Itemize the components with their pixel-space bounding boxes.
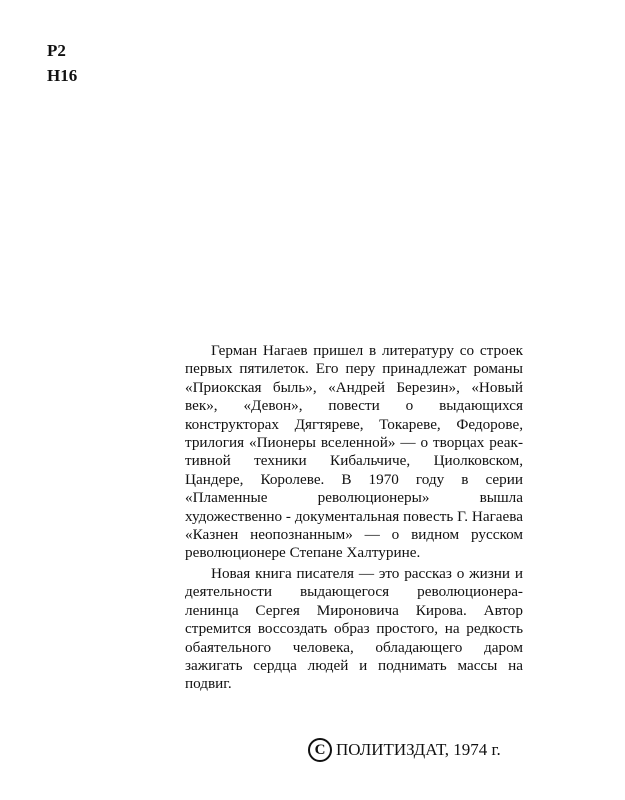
copyright-icon: С [308, 738, 332, 762]
classification-index [47, 38, 77, 88]
annotation-paragraph-book: Новая книга писателя — это рассказ о жизни и деятельности выдающегося революционера-ленинца Сергея Мироновича Кирова. Автор стремится воссоздать образ простого, на редкость обаятельного человека, обладающего даром зажигать сердца людей и поднимать массы на подвиг. [185, 564, 523, 693]
classification-code-line2: Н16 [47, 66, 78, 85]
publisher-name-year: ПОЛИТИЗДАТ, 1974 г. [336, 740, 501, 759]
publisher-imprint [308, 738, 501, 762]
annotation-paragraph-author: Герман Нагаев пришел в литературу со строек первых пятилеток. Его перу принадлежат романы «Приокская быль», «Андрей Березин», «Новый век», «Девон», повести о выдающихся конструкторах Дягтяреве, Токареве, Федорове, трилогия «Пионеры вселенной» — о творцах реактивной техники Кибальчиче, Циолковском, Цандере, Королеве. В 1970 году в серии «Пламенные революционеры» вышла художественно - документальная повесть Г. Нагаева «Казнен неопознанным» — о видном русском революционере Степане Халтурине. [185, 342, 523, 562]
book-annotation [185, 342, 523, 696]
classification-code-line1: Р2 [47, 41, 66, 60]
